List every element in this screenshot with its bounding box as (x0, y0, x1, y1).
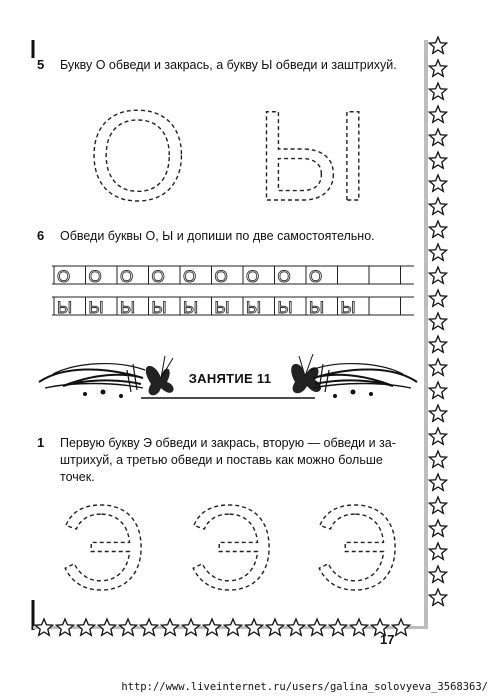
lesson-title: ЗАНЯТИЕ 11 (188, 371, 272, 386)
trace-letter: О (120, 267, 134, 286)
star-icon (429, 175, 446, 191)
task5-letters (60, 80, 420, 210)
star-icon (429, 359, 446, 375)
task-number: 6 (37, 228, 45, 243)
letter-e-outline: Э (59, 495, 146, 595)
row-cells (54, 266, 401, 286)
star-icon (429, 290, 446, 306)
trace-letter: Ы (246, 298, 262, 317)
star-icon (245, 619, 262, 635)
trace-letter: О (183, 267, 197, 286)
star-icon (429, 474, 446, 490)
star-icon (287, 619, 304, 635)
star-icon (266, 619, 283, 635)
trace-letter: О (277, 267, 291, 286)
star-icon (350, 619, 367, 635)
ornament-left (39, 364, 145, 398)
star-icon (429, 543, 446, 559)
trace-letter: О (57, 267, 71, 286)
trace-letter: Ы (151, 298, 167, 317)
trace-letter: О (309, 267, 323, 286)
star-icon (329, 619, 346, 635)
star-icon (98, 619, 115, 635)
trace-letter: Ы (277, 298, 293, 317)
star-column (429, 37, 446, 605)
star-icon (429, 37, 446, 53)
star-icon (429, 198, 446, 214)
trace-letter: О (151, 267, 165, 286)
task1-letters (55, 495, 425, 595)
letter-y-outline: Ы (256, 85, 370, 210)
star-icon (161, 619, 178, 635)
star-icon (429, 382, 446, 398)
instruction-line: Первую букву Э обведи и закрась, вторую — обведи и за- (60, 436, 396, 450)
star-icon (429, 267, 446, 283)
star-icon (429, 589, 446, 605)
star-icon (392, 619, 409, 635)
task-number: 1 (37, 435, 45, 450)
star-icon (140, 619, 157, 635)
star-icon (429, 152, 446, 168)
trace-letter: О (214, 267, 228, 286)
letter-o-outline: О (88, 85, 188, 210)
star-icon (224, 619, 241, 635)
letter-e-outline: Э (187, 495, 274, 595)
star-icon (429, 520, 446, 536)
star-icon (77, 619, 94, 635)
star-icon (308, 619, 325, 635)
star-icon (429, 129, 446, 145)
task-instruction: Обведи буквы О, Ы и допиши по две самостоятельно. (60, 229, 375, 243)
trace-letter: О (88, 267, 102, 286)
letter-e-outline: Э (313, 495, 400, 595)
star-icon (203, 619, 220, 635)
star-icon (429, 106, 446, 122)
trace-letter: Ы (214, 298, 230, 317)
star-icon (182, 619, 199, 635)
instruction-line: точек. (60, 470, 95, 484)
instruction-line: штрихуй, а третью обведи и поставь как можно больше (60, 453, 383, 467)
star-icon (429, 336, 446, 352)
star-icon (119, 619, 136, 635)
trace-letter: Ы (309, 298, 325, 317)
page-number: 17 (380, 632, 395, 647)
trace-letter: Ы (340, 298, 356, 317)
copy-lines (50, 262, 420, 322)
star-icon (429, 221, 446, 237)
star-icon (429, 428, 446, 444)
row-cells (54, 297, 401, 317)
star-icon (429, 83, 446, 99)
footer-url[interactable]: http://www.liveinternet.ru/users/galina_solovyeva_3568363/ (121, 681, 488, 693)
star-icon (35, 619, 52, 635)
task-number: 5 (37, 57, 45, 72)
star-icon (56, 619, 73, 635)
trace-letter: Ы (120, 298, 136, 317)
star-icon (429, 405, 446, 421)
trace-letter: Ы (88, 298, 104, 317)
star-icon (429, 60, 446, 76)
task-instruction: Букву О обведи и закрась, а букву Ы обведи и заштрихуй. (60, 58, 397, 72)
star-icon (429, 244, 446, 260)
star-icon (429, 313, 446, 329)
trace-letter: Ы (57, 298, 73, 317)
ornament-right (311, 364, 417, 398)
star-icon (429, 451, 446, 467)
trace-letter: Ы (183, 298, 199, 317)
task-instruction (60, 435, 420, 486)
star-icon (429, 566, 446, 582)
trace-letter: О (246, 267, 260, 286)
star-icon (429, 497, 446, 513)
